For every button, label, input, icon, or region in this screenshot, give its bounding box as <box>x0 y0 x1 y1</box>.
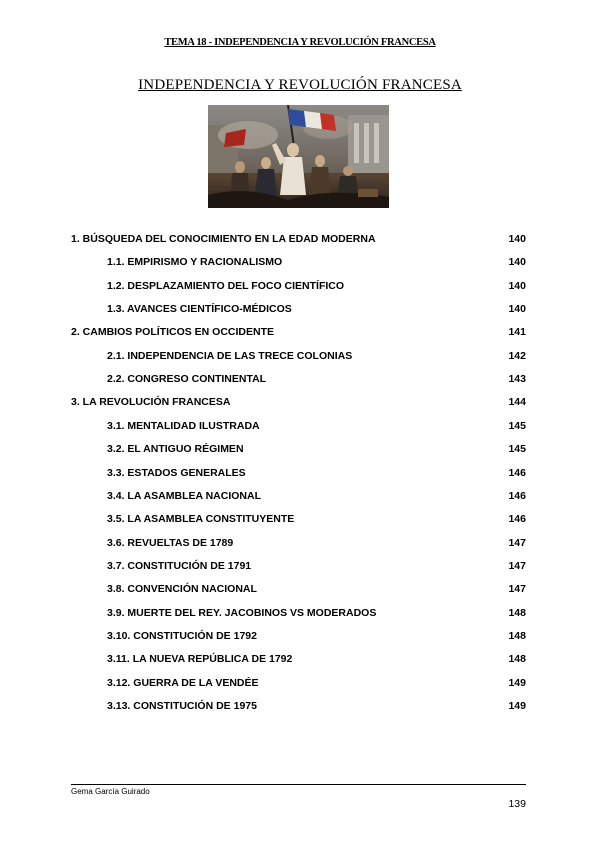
toc-entry-label: 1.3. AVANCES CIENTÍFICO-MÉDICOS <box>107 303 292 316</box>
toc-entry-label: 1. BÚSQUEDA DEL CONOCIMIENTO EN LA EDAD MODERNA <box>71 233 376 245</box>
toc-entry-label: 3.7. CONSTITUCIÓN DE 1791 <box>107 559 252 572</box>
toc-entry[interactable] <box>0 537 600 553</box>
toc-entry[interactable] <box>0 233 600 249</box>
running-header: TEMA 18 - INDEPENDENCIA Y REVOLUCIÓN FRANCESA <box>164 37 436 48</box>
toc-entry-page: 147 <box>508 536 526 549</box>
toc-entry[interactable] <box>0 350 600 366</box>
toc-entry[interactable] <box>0 280 600 296</box>
toc-entry[interactable] <box>0 443 600 459</box>
toc-entry-page: 142 <box>508 349 526 362</box>
toc-entry-page: 144 <box>508 396 526 409</box>
toc-entry[interactable] <box>0 677 600 693</box>
toc-entry-page: 147 <box>508 559 526 572</box>
toc-entry-label: 2. CAMBIOS POLÍTICOS EN OCCIDENTE <box>71 326 275 339</box>
toc-entry-page: 146 <box>508 513 526 526</box>
document-title: INDEPENDENCIA Y REVOLUCIÓN FRANCESA <box>138 77 462 93</box>
footer-author: Gema García Guirado <box>71 787 150 796</box>
toc-entry[interactable] <box>0 583 600 599</box>
toc-entry-page: 149 <box>508 676 526 689</box>
toc-entry-label: 3.11. LA NUEVA REPÚBLICA DE 1792 <box>107 653 293 666</box>
footer-page-number: 139 <box>508 798 526 810</box>
toc-entry-page: 145 <box>508 443 526 456</box>
toc-entry-label: 3.3. ESTADOS GENERALES <box>107 466 246 479</box>
toc-entry[interactable] <box>0 467 600 483</box>
toc-entry[interactable] <box>0 607 600 623</box>
toc-entry[interactable] <box>0 326 600 342</box>
toc-entry[interactable] <box>0 700 600 716</box>
toc-entry-page: 148 <box>508 629 526 642</box>
toc-entry-label: 3.8. CONVENCIÓN NACIONAL <box>107 583 257 596</box>
toc-entry[interactable] <box>0 630 600 646</box>
toc-entry-label: 3.6. REVUELTAS DE 1789 <box>107 536 234 549</box>
toc-entry-label: 1.2. DESPLAZAMIENTO DEL FOCO CIENTÍFICO <box>107 279 345 292</box>
toc-entry-label: 3.1. MENTALIDAD ILUSTRADA <box>107 419 260 432</box>
toc-entry[interactable] <box>0 256 600 272</box>
toc-entry-page: 145 <box>508 419 526 432</box>
footer-divider <box>71 784 526 785</box>
toc-entry-page: 141 <box>508 326 526 339</box>
toc-entry[interactable] <box>0 560 600 576</box>
toc-entry[interactable] <box>0 373 600 389</box>
toc-entry-page: 143 <box>508 373 526 386</box>
toc-entry-label: 3.4. LA ASAMBLEA NACIONAL <box>107 489 262 502</box>
toc-entry-label: 2.1. INDEPENDENCIA DE LAS TRECE COLONIAS <box>107 349 353 362</box>
toc-entry[interactable] <box>0 420 600 436</box>
revolution-painting <box>208 105 389 208</box>
toc-entry[interactable] <box>0 303 600 319</box>
toc-entry-label: 3.13. CONSTITUCIÓN DE 1975 <box>107 700 257 712</box>
toc-entry-page: 148 <box>508 653 526 666</box>
toc-entry-page: 147 <box>508 583 526 596</box>
toc-entry-page: 140 <box>508 256 526 269</box>
toc-entry-label: 3.5. LA ASAMBLEA CONSTITUYENTE <box>107 513 295 526</box>
toc-entry[interactable] <box>0 396 600 412</box>
toc-entry-page: 149 <box>508 700 526 712</box>
toc-entry-label: 3.10. CONSTITUCIÓN DE 1792 <box>107 629 257 642</box>
toc-entry-label: 2.2. CONGRESO CONTINENTAL <box>107 373 267 386</box>
toc-entry[interactable] <box>0 513 600 529</box>
toc-entry-label: 3.12. GUERRA DE LA VENDÉE <box>107 676 259 689</box>
toc-entry[interactable] <box>0 490 600 506</box>
toc-entry-page: 140 <box>508 303 526 316</box>
toc-entry-page: 140 <box>508 279 526 292</box>
toc-entry[interactable] <box>0 653 600 669</box>
toc-entry-page: 140 <box>508 233 526 245</box>
toc-entry-page: 146 <box>508 466 526 479</box>
toc-entry-page: 148 <box>508 606 526 619</box>
toc-entry-label: 1.1. EMPIRISMO Y RACIONALISMO <box>107 256 283 269</box>
toc-entry-label: 3. LA REVOLUCIÓN FRANCESA <box>71 396 231 409</box>
toc-entry-label: 3.2. EL ANTIGUO RÉGIMEN <box>107 443 244 456</box>
toc-entry-page: 146 <box>508 489 526 502</box>
toc-entry-label: 3.9. MUERTE DEL REY. JACOBINOS VS MODERADOS <box>107 606 377 619</box>
